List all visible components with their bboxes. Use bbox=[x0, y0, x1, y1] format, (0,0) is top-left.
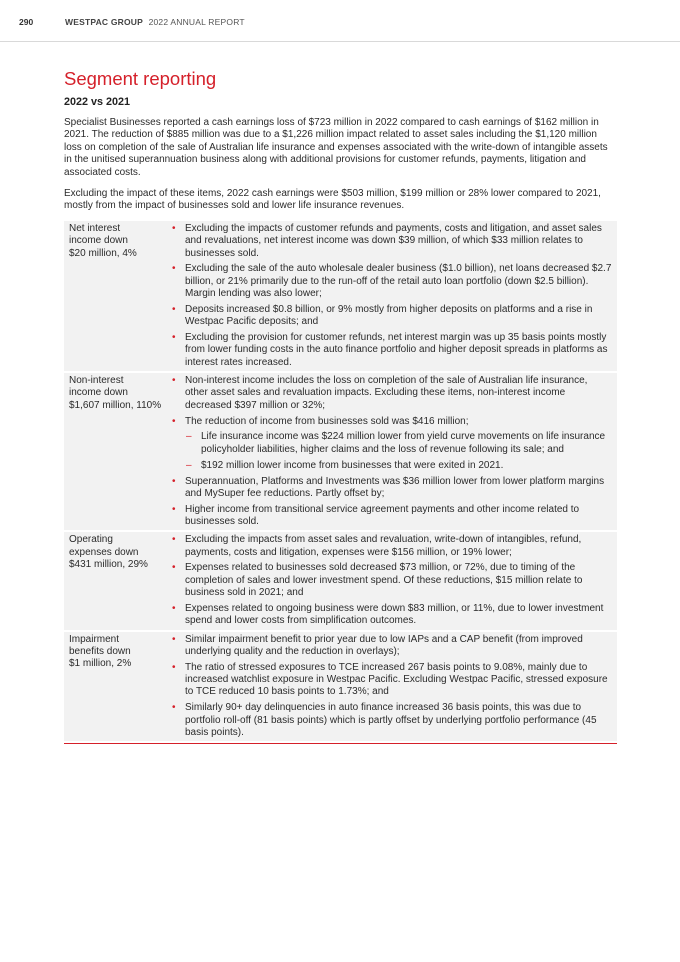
bullet-item bbox=[168, 476, 614, 501]
row-label bbox=[64, 632, 168, 741]
brand-name: WESTPAC GROUP bbox=[65, 17, 144, 27]
bullet-item bbox=[168, 263, 614, 300]
bullet-list bbox=[168, 534, 614, 627]
bullet-item bbox=[168, 662, 614, 699]
table-row bbox=[64, 532, 617, 631]
table-row bbox=[64, 373, 617, 532]
bullet-list bbox=[168, 375, 614, 528]
row-label-line: income down bbox=[69, 387, 128, 399]
sub-bullet-list bbox=[185, 431, 612, 471]
bullet-text: Non-interest income includes the loss on completion of the sale of Australian life insurance, other asset sales and revaluation impacts. Excluding these items, non-interest income decreased $397 million or 32%; bbox=[185, 375, 588, 411]
bullet-text: The ratio of stressed exposures to TCE increased 267 basis points to 9.08%, mainly due to increased watchlist exposure in Westpac Pacific. Excluding Westpac Pacific, stressed exposure to TCE reduced 10 basis points to 1.73%; and bbox=[185, 661, 608, 698]
page-number: 290 bbox=[19, 17, 34, 27]
bullet-item bbox=[168, 634, 614, 659]
bullet-item bbox=[168, 702, 614, 739]
row-label-line: benefits down bbox=[69, 645, 131, 657]
report-name: 2022 ANNUAL REPORT bbox=[148, 17, 245, 27]
row-label-line: Net interest bbox=[69, 223, 121, 234]
row-label-line: $20 million, 4% bbox=[69, 247, 137, 259]
bullet-text: Higher income from transitional service agreement payments and other income related to businesses sold. bbox=[185, 503, 580, 527]
bullet-item bbox=[168, 562, 614, 599]
sub-bullet-item: – Life insurance income was $224 million lower from yield curve movements on life insurance policyholder liabilities, higher claims and the loss of revenue following its sale; and bbox=[185, 431, 612, 456]
bullet-text: Excluding the provision for customer refunds, net interest margin was up 35 basis points mostly from lower funding costs in the auto finance portfolio and higher deposit spreads in platforms as interest rates increased. bbox=[185, 332, 608, 368]
bullet-text: Similar impairment benefit to prior year due to low IAPs and a CAP benefit (from improved underlying quality and the reduction in overlays); bbox=[185, 633, 583, 657]
row-body bbox=[168, 373, 614, 529]
bullet-text: Superannuation, Platforms and Investments was $36 million lower from lower platform margins and MySuper fee reductions. Partly offset by; bbox=[185, 475, 605, 499]
row-label-line: income down bbox=[69, 235, 128, 247]
bullet-item bbox=[168, 603, 614, 628]
row-body bbox=[168, 532, 614, 628]
intro-paragraph-2: Excluding the impact of these items, 2022 cash earnings were $503 million, $199 million or 28% lower compared to 2021, mostly from the impact of businesses sold and lower life insurance revenues. bbox=[64, 188, 601, 212]
segment-table bbox=[64, 221, 617, 744]
bullet-text: Expenses related to businesses sold decreased $73 million, or 72%, due to timing of the completion of sales and lower investment spend. Of these reductions, $15 million relate to business sold in 2021; and bbox=[185, 562, 583, 599]
bullet-text: Excluding the sale of the auto wholesale dealer business ($1.0 billion), net loans decreased $2.7 billion, or 21% primarily due to the run-off of the retail auto loan portfolio (down $2.5 billion). Margin lending was also lower; bbox=[185, 263, 612, 300]
bullet-item bbox=[168, 375, 614, 412]
page-title: Segment reporting bbox=[64, 68, 217, 89]
bullet-list bbox=[168, 634, 614, 740]
bullet-item bbox=[168, 416, 614, 472]
bullet-item bbox=[168, 332, 614, 369]
table-row bbox=[64, 632, 617, 744]
table-row bbox=[64, 221, 617, 373]
bullet-item bbox=[168, 504, 614, 529]
running-header bbox=[65, 17, 245, 27]
row-label-line: $431 million, 29% bbox=[69, 558, 148, 570]
bullet-item bbox=[168, 534, 614, 559]
row-label bbox=[64, 221, 168, 370]
row-label bbox=[64, 532, 168, 628]
row-label-line: Operating bbox=[69, 534, 113, 546]
row-label-line: expenses down bbox=[69, 546, 139, 558]
bullet-list bbox=[168, 223, 614, 369]
intro-paragraph-1: Specialist Businesses reported a cash earnings loss of $723 million in 2022 compared to cash earnings of $162 million in 2021. The reduction of $885 million was due to a $1,226 million impact related to asset sales including the $1,120 million loss on completion of the sale of Australian life insurance and expenses associated with the write-down of intangible assets in the unitised superannuation business along with additional provisions for customer refunds, payments, litigation and associated costs. bbox=[64, 117, 608, 178]
page-header bbox=[0, 0, 680, 42]
row-label-line: $1,607 million, 110% bbox=[69, 399, 162, 411]
bullet-text: The reduction of income from businesses sold was $416 million; bbox=[185, 415, 469, 427]
bullet-text: Similarly 90+ day delinquencies in auto finance increased 36 basis points, this was due to portfolio roll-off (81 basis points) which is partly offset by underlying portfolio performance (45 basis points). bbox=[185, 702, 597, 738]
sub-bullet-item: – $192 million lower income from businesses that were exited in 2021. bbox=[185, 460, 612, 472]
bullet-text: Expenses related to ongoing business were down $83 million, or 11%, due to lower investment spend and lower costs from simplification outcomes. bbox=[185, 602, 604, 627]
row-body bbox=[168, 221, 614, 370]
bullet-text: Deposits increased $0.8 billion, or 9% mostly from higher deposits on platforms and a rise in Westpac Pacific deposits; and bbox=[185, 303, 593, 328]
row-label-line: Impairment bbox=[69, 633, 120, 645]
row-label bbox=[64, 373, 168, 529]
row-label-line: Non-interest bbox=[69, 375, 124, 387]
bullet-item bbox=[168, 304, 614, 329]
bullet-text: Excluding the impacts from asset sales and revaluation, write-down of intangibles, refund, payments, costs and litigation, expenses were $156 million, or 19% lower; bbox=[185, 534, 582, 558]
bullet-text: Excluding the impacts of customer refunds and payments, costs and litigation, and asset sales and revaluations, net interest income was down $39 million, of which $33 million relates to businesses sold. bbox=[185, 223, 602, 259]
row-body bbox=[168, 632, 614, 741]
bullet-item bbox=[168, 223, 614, 260]
row-label-line: $1 million, 2% bbox=[69, 658, 132, 670]
section-subtitle: 2022 vs 2021 bbox=[64, 96, 131, 108]
